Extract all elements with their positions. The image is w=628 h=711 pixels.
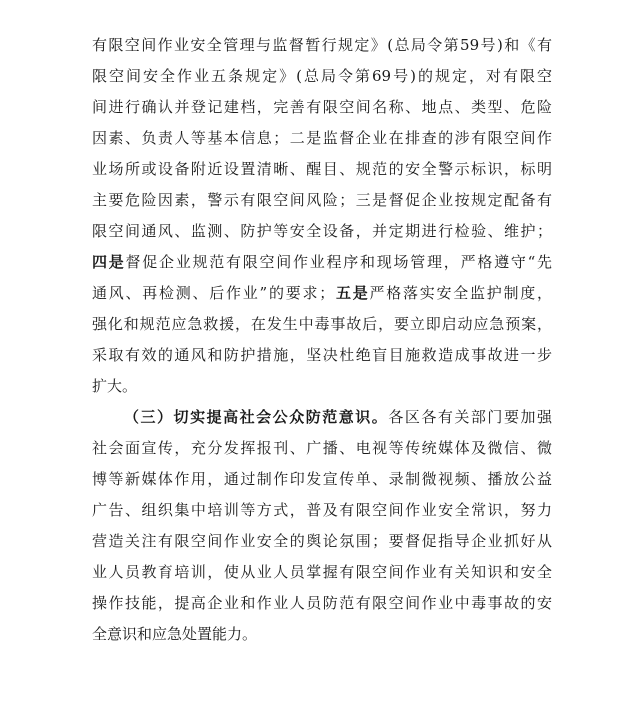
line-text: 督促企业规范有限空间作业程序和现场管理，严格遵守“先 — [125, 253, 552, 271]
paragraph-line: 社会面宣传，充分发挥报刊、广播、电视等传统媒体及微信、微 — [92, 439, 552, 457]
line-text: 严格落实安全监护制度， — [369, 284, 552, 302]
paragraph-line: 限空间安全作业五条规定》(总局令第69号)的规定，对有限空 — [92, 67, 552, 85]
paragraph-line: 限空间通风、监测、防护等安全设备，并定期进行检验、维护； — [92, 222, 552, 240]
bold-marker-four: 四是 — [92, 253, 126, 271]
paragraph-line: 营造关注有限空间作业安全的舆论氛围；要督促指导企业抓好从 — [92, 532, 552, 550]
line-text: 各区各有关部门要加强 — [388, 408, 552, 426]
paragraph-line: 扩大。 — [92, 377, 138, 395]
paragraph-line: 博等新媒体作用，通过制作印发宣传单、录制微视频、播放公益 — [92, 470, 552, 488]
paragraph-line: 采取有效的通风和防护措施，坚决杜绝盲目施救造成事故进一步 — [92, 346, 552, 364]
paragraph-line: 主要危险因素，警示有限空间风险；三是督促企业按规定配备有 — [92, 191, 552, 209]
paragraph-line: 强化和规范应急救援，在发生中毒事故后，要立即启动应急预案， — [92, 315, 552, 333]
paragraph-line — [92, 278, 552, 309]
section-heading-line — [124, 402, 552, 433]
paragraph-line: 有限空间作业安全管理与监督暂行规定》(总局令第59号)和《有 — [92, 36, 552, 54]
bold-marker-five: 五是 — [334, 284, 370, 302]
paragraph-line — [92, 247, 552, 278]
paragraph-line: 因素、负责人等基本信息；二是监督企业在排查的涉有限空间作 — [92, 129, 552, 147]
line-text: 通风、再检测、后作业”的要求； — [92, 284, 335, 302]
paragraph-line: 操作技能，提高企业和作业人员防范有限空间作业中毒事故的安 — [92, 594, 552, 612]
paragraph-line: 业场所或设备附近设置清晰、醒目、规范的安全警示标识，标明 — [92, 160, 552, 178]
paragraph-line: 业人员教育培训，使从业人员掌握有限空间作业有关知识和安全 — [92, 563, 552, 581]
paragraph-line: 全意识和应急处置能力。 — [92, 625, 258, 643]
paragraph-line: 广告、组织集中培训等方式，普及有限空间作业安全常识，努力 — [92, 501, 552, 519]
paragraph-line: 间进行确认并登记建档，完善有限空间名称、地点、类型、危险 — [92, 98, 552, 116]
section-heading: （三）切实提高社会公众防范意识。 — [124, 408, 389, 426]
